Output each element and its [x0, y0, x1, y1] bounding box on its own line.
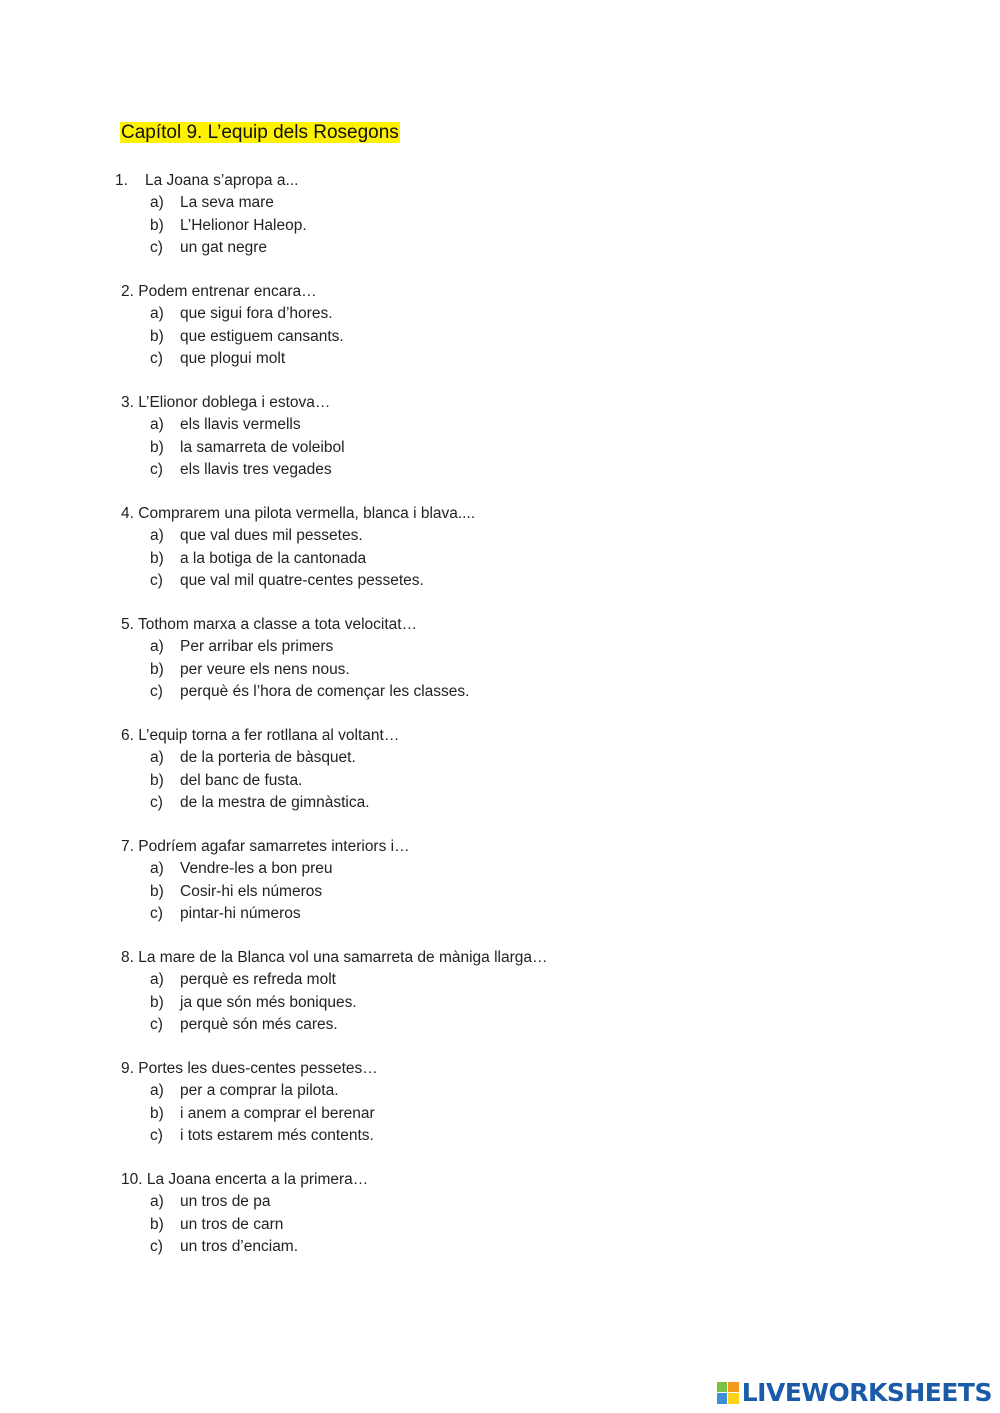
option-letter: a): [150, 1082, 164, 1099]
option-letter: b): [150, 216, 164, 234]
question-text: L’equip torna a fer rotllana al voltant…: [138, 727, 400, 744]
answer-option[interactable]: [150, 636, 333, 658]
option-letter: a): [150, 305, 164, 322]
option-text: de la porteria de bàsquet.: [180, 749, 356, 766]
option-text: de la mestra de gimnàstica.: [180, 794, 370, 811]
question-number: 8.: [121, 949, 134, 966]
option-letter: a): [150, 416, 164, 433]
question-number: 9.: [121, 1060, 134, 1077]
option-text: L’Helionor Haleop.: [180, 216, 307, 234]
question-9: [0, 1058, 1000, 1169]
option-text: Per arribar els primers: [180, 638, 334, 655]
answer-option[interactable]: [150, 303, 333, 325]
option-text: un gat negre: [180, 239, 268, 256]
answer-option[interactable]: [150, 1080, 339, 1102]
option-letter: c): [150, 905, 163, 922]
answer-option[interactable]: [150, 414, 301, 436]
option-text: un tros d’enciam.: [180, 1238, 299, 1255]
option-letter: c): [150, 239, 163, 256]
option-text: i anem a comprar el berenar: [180, 1104, 375, 1122]
option-text: que estiguem cansants.: [180, 327, 344, 345]
option-text: per veure els nens nous.: [180, 660, 350, 678]
answer-option[interactable]: [150, 215, 307, 237]
option-text: pintar-hi números: [180, 905, 301, 922]
option-letter: a): [150, 638, 164, 655]
question-10: [0, 1169, 1000, 1280]
question-text: La mare de la Blanca vol una samarreta de màniga llarga…: [138, 949, 548, 966]
question-4: [0, 503, 1000, 614]
option-text: la samarreta de voleibol: [180, 438, 345, 456]
question-stem: [121, 836, 410, 858]
liveworksheets-logo: [717, 1378, 992, 1407]
logo-text: LIVEWORKSHEETS: [741, 1378, 992, 1407]
question-1: [0, 170, 1000, 281]
option-letter: a): [150, 971, 164, 988]
question-stem: [121, 1058, 378, 1080]
answer-option[interactable]: [150, 192, 274, 214]
question-text: La Joana s’apropa a...: [145, 172, 299, 189]
question-number: 1.: [115, 172, 128, 189]
question-stem: [121, 1169, 368, 1191]
option-letter: a): [150, 194, 164, 211]
question-number: 3.: [121, 394, 134, 411]
option-text: i tots estarem més contents.: [180, 1127, 374, 1144]
option-letter: a): [150, 527, 164, 544]
answer-option[interactable]: [150, 969, 336, 991]
answer-option[interactable]: [150, 570, 424, 592]
option-text: que sigui fora d’hores.: [180, 305, 333, 322]
option-text: els llavis vermells: [180, 416, 301, 433]
question-text: Podríem agafar samarretes interiors i…: [138, 838, 410, 855]
option-text: Cosir-hi els números: [180, 882, 323, 900]
answer-option[interactable]: [150, 681, 469, 703]
answer-option[interactable]: [150, 1014, 338, 1036]
option-letter: b): [150, 327, 164, 345]
answer-option[interactable]: [150, 1191, 270, 1213]
question-8: [0, 947, 1000, 1058]
answer-option[interactable]: [150, 792, 370, 814]
question-text: Comprarem una pilota vermella, blanca i blava....: [138, 505, 476, 522]
question-stem: [121, 614, 417, 636]
question-text: L’Elionor doblega i estova…: [138, 394, 331, 411]
page-header: [120, 120, 400, 146]
answer-option[interactable]: [150, 326, 344, 348]
option-letter: b): [150, 1215, 164, 1233]
question-text: Podem entrenar encara…: [138, 283, 317, 300]
option-text: que val mil quatre-centes pessetes.: [180, 572, 424, 589]
option-text: perquè es refreda molt: [180, 971, 336, 988]
option-text: Vendre-les a bon preu: [180, 860, 333, 877]
option-letter: c): [150, 794, 163, 811]
option-letter: b): [150, 993, 164, 1011]
answer-option[interactable]: [150, 1125, 374, 1147]
option-text: per a comprar la pilota.: [180, 1082, 339, 1099]
question-number: 7.: [121, 838, 134, 855]
option-letter: c): [150, 1127, 163, 1144]
option-letter: a): [150, 1193, 164, 1210]
question-stem: [121, 725, 399, 747]
question-3: [0, 392, 1000, 503]
option-text: els llavis tres vegades: [180, 461, 332, 478]
question-text: Portes les dues-centes pessetes…: [138, 1060, 378, 1077]
answer-option[interactable]: [150, 903, 301, 925]
question-number: 5.: [121, 616, 134, 633]
answer-option[interactable]: [150, 881, 322, 903]
option-text: perquè són més cares.: [180, 1016, 338, 1033]
question-text: Tothom marxa a classe a tota velocitat…: [137, 616, 418, 633]
question-2: [0, 281, 1000, 392]
option-text: un tros de carn: [180, 1215, 284, 1233]
option-text: ja que són més boniques.: [180, 993, 357, 1011]
question-stem: [121, 281, 317, 303]
answer-option[interactable]: [150, 459, 332, 481]
answer-option[interactable]: [150, 1236, 298, 1258]
question-stem: [121, 947, 548, 969]
option-letter: b): [150, 549, 164, 567]
option-letter: b): [150, 660, 164, 678]
question-stem: [115, 170, 298, 192]
answer-option[interactable]: [150, 992, 357, 1014]
option-letter: b): [150, 771, 164, 789]
option-text: a la botiga de la cantonada: [180, 549, 367, 567]
question-5: [0, 614, 1000, 725]
question-number: 2.: [121, 283, 134, 300]
option-text: La seva mare: [180, 194, 274, 211]
question-number: 4.: [121, 505, 134, 522]
answer-option[interactable]: [150, 1214, 283, 1236]
answer-option[interactable]: [150, 659, 350, 681]
answer-option[interactable]: [150, 858, 333, 880]
option-letter: c): [150, 350, 163, 367]
option-letter: b): [150, 882, 164, 900]
question-stem: [121, 503, 475, 525]
answer-option[interactable]: [150, 1103, 375, 1125]
option-letter: a): [150, 860, 164, 877]
option-letter: c): [150, 572, 163, 589]
question-text: La Joana encerta a la primera…: [146, 1171, 369, 1188]
answer-option[interactable]: [150, 348, 285, 370]
page-title: Capítol 9. L’equip dels Rosegons: [121, 122, 399, 143]
question-stem: [121, 392, 330, 414]
option-text: que plogui molt: [180, 350, 286, 367]
answer-option[interactable]: [150, 437, 345, 459]
question-7: [0, 836, 1000, 947]
option-letter: c): [150, 1238, 163, 1255]
option-letter: c): [150, 683, 163, 700]
option-letter: a): [150, 749, 164, 766]
question-number: 10.: [121, 1171, 143, 1188]
question-6: [0, 725, 1000, 836]
answer-option[interactable]: [150, 525, 363, 547]
answer-option[interactable]: [150, 770, 302, 792]
option-letter: c): [150, 1016, 163, 1033]
option-text: que val dues mil pessetes.: [180, 527, 363, 544]
answer-option[interactable]: [150, 747, 356, 769]
option-letter: c): [150, 461, 163, 478]
option-text: perquè és l’hora de començar les classes.: [180, 683, 470, 700]
option-letter: b): [150, 438, 164, 456]
option-text: un tros de pa: [180, 1193, 271, 1210]
question-number: 6.: [121, 727, 134, 744]
option-text: del banc de fusta.: [180, 771, 303, 789]
quiz-list: [0, 170, 1000, 1280]
answer-option[interactable]: [150, 237, 267, 259]
answer-option[interactable]: [150, 548, 366, 570]
liveworksheets-logo-icon: [717, 1382, 739, 1404]
option-letter: b): [150, 1104, 164, 1122]
